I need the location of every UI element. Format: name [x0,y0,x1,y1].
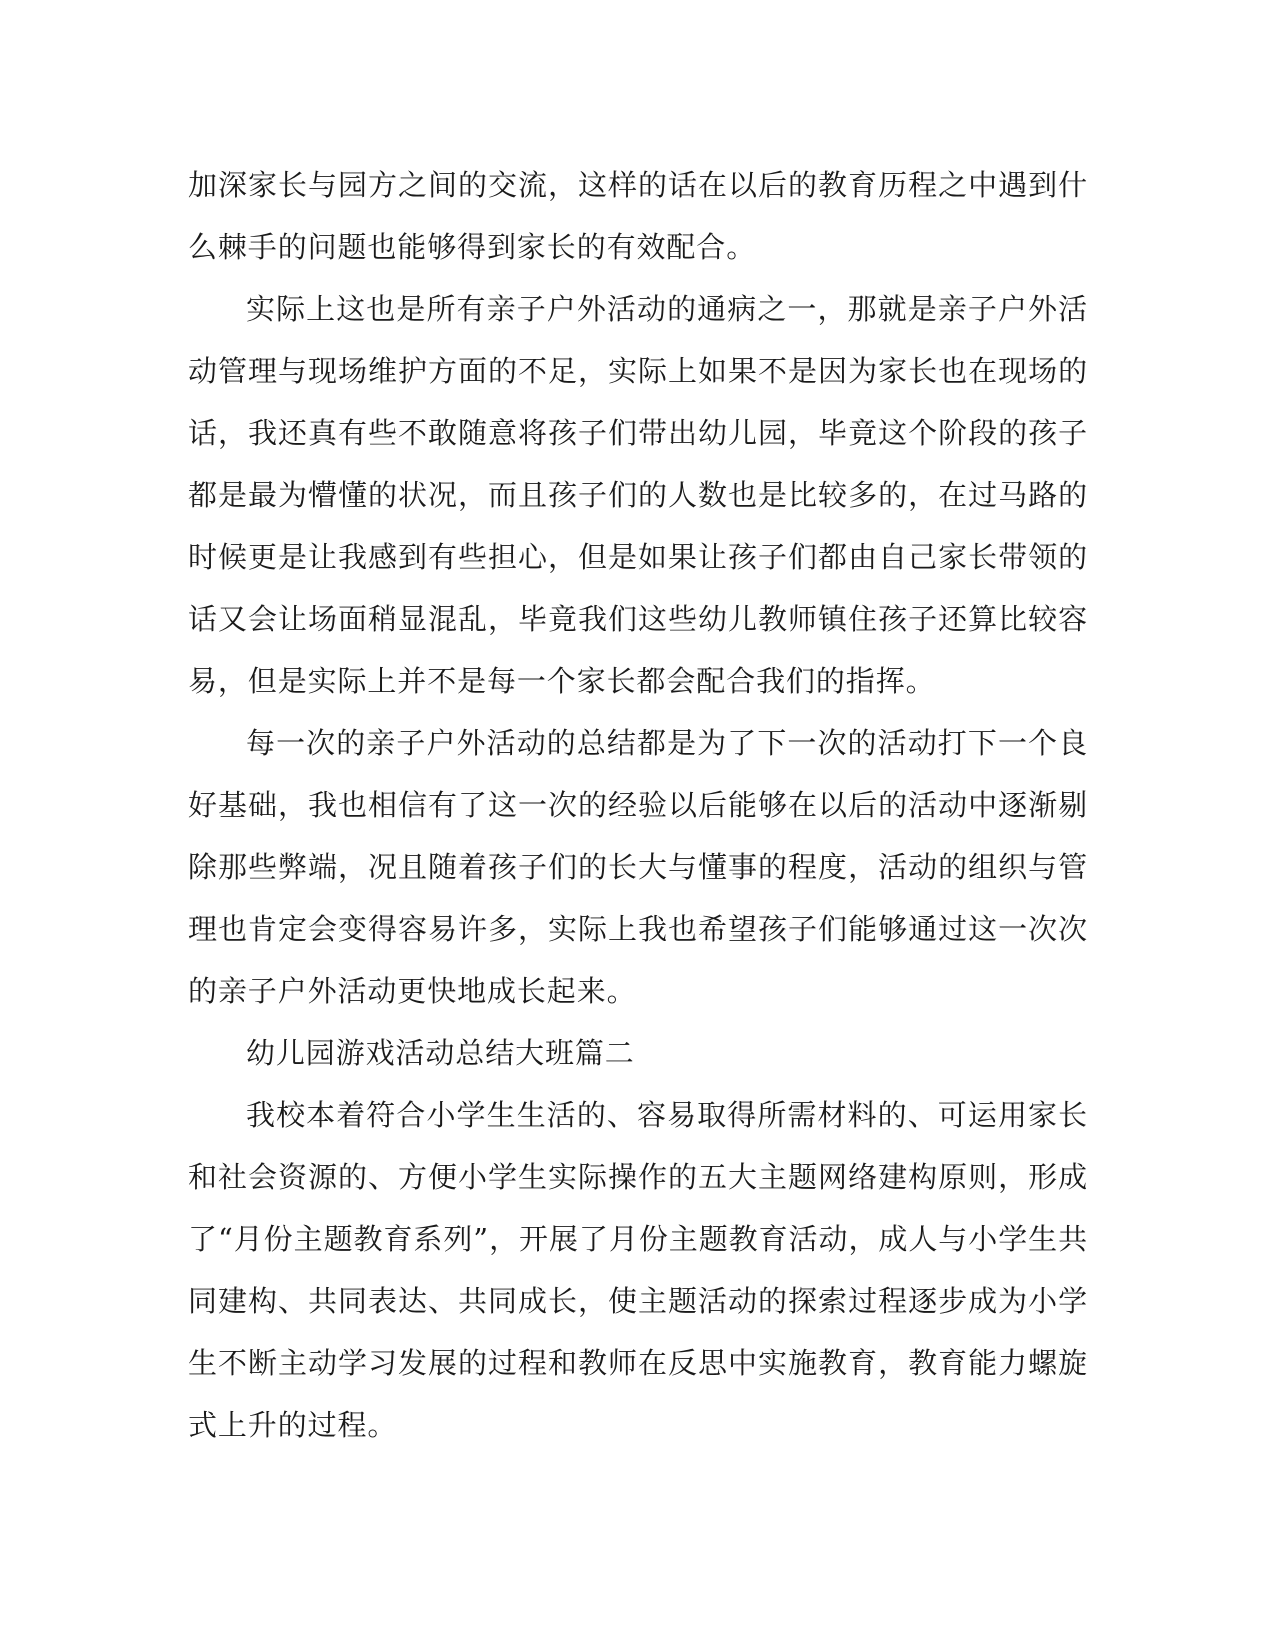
document-body [188,154,1088,1456]
paragraph-monthly-theme: 我校本着符合小学生生活的、容易取得所需材料的、可运用家长和社会资源的、方便小学生实际操作的五大主题网络建构原则，形成了“月份主题教育系列”，开展了月份主题教育活动，成人与小学生共同建构、共同表达、共同成长，使主题活动的探索过程逐步成为小学生不断主动学习发展的过程和教师在反思中实施教育，教育能力螺旋式上升的过程。 [188,1098,1088,1442]
paragraph-outdoor-activity-issues: 实际上这也是所有亲子户外活动的通病之一，那就是亲子户外活动管理与现场维护方面的不足，实际上如果不是因为家长也在现场的话，我还真有些不敢随意将孩子们带出幼儿园，毕竟这个阶段的孩子都是最为懵懂的状况，而且孩子们的人数也是比较多的，在过马路的时候更是让我感到有些担心，但是如果让孩子们都由自己家长带领的话又会让场面稍显混乱，毕竟我们这些幼儿教师镇住孩子还算比较容易，但是实际上并不是每一个家长都会配合我们的指挥。 [188,292,1088,698]
paragraph-continuation: 加深家长与园方之间的交流，这样的话在以后的教育历程之中遇到什么棘手的问题也能够得到家长的有效配合。 [188,168,1088,264]
paragraph-summary-outlook: 每一次的亲子户外活动的总结都是为了下一次的活动打下一个良好基础，我也相信有了这一次的经验以后能够在以后的活动中逐渐剔除那些弊端，况且随着孩子们的长大与懂事的程度，活动的组织与管理也肯定会变得容易许多，实际上我也希望孩子们能够通过这一次次的亲子户外活动更快地成长起来。 [188,726,1088,1008]
section-heading: 幼儿园游戏活动总结大班篇二 [246,1036,635,1070]
